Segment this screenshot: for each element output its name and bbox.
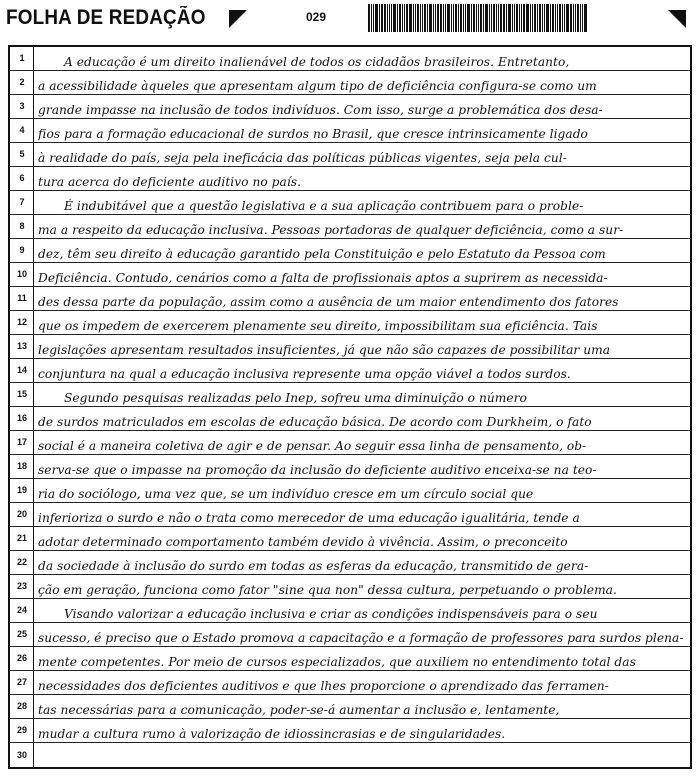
essay-line [10,167,690,191]
line-number: 25 [16,629,27,639]
barcode-bar [399,4,401,32]
line-text [38,744,686,766]
barcode-bar [523,4,525,32]
barcode-bar [406,4,408,32]
barcode-bar [566,4,569,32]
essay-line [10,623,690,647]
barcode-bar [491,4,492,32]
line-number: 20 [16,509,27,519]
barcode-bar [453,4,454,32]
line-number: 1 [19,53,25,63]
barcode-bar [435,4,436,32]
line-text: dez, têm seu direito à educação garantido pela Constituição e pelo Estatuto da Pessoa com [38,246,606,261]
essay-line [10,407,690,431]
barcode-bar [413,4,414,32]
line-text: Segundo pesquisas realizadas pelo Inep, sofreu uma diminuição o número [64,390,527,405]
line-number: 2 [19,77,25,87]
essay-line [10,119,690,143]
barcode-bar [402,4,403,32]
essay-line [10,527,690,551]
barcode-bar [555,4,556,32]
barcode-bar [580,4,581,32]
line-number: 17 [16,437,27,447]
line-number: 6 [19,173,25,183]
barcode-bar [409,4,412,32]
line-text: ção em geração, funciona como fator "sine qua non" dessa cultura, perpetuando o problema. [38,582,617,597]
barcode-bar [458,4,459,32]
line-number: 30 [16,749,27,760]
barcode-bar [381,4,383,32]
line-text: des dessa parte da população, assim como a ausência de um maior entendimento dos fatores [38,294,619,309]
essay-line [10,575,690,599]
essay-line [10,95,690,119]
barcode-bar [514,4,515,32]
line-number: 21 [16,533,27,543]
barcode-bar [389,4,390,32]
line-text: ria do sociólogo, uma vez que, se um indivíduo cresce em um círculo social que [38,486,534,501]
barcode-bar [384,4,386,32]
line-text: da sociedade à inclusão do surdo em todas as esferas da educação, transmitido de gera- [38,558,589,573]
essay-sheet [8,45,692,769]
essay-line [10,143,690,167]
essay-line [10,71,690,95]
line-text: à realidade do país, seja pela ineficácia das políticas públicas vigentes, seja pela cul- [38,150,567,165]
line-text: Visando valorizar a educação inclusiva e criar as condições indispensáveis para o seu [64,606,598,621]
line-number: 23 [16,581,27,591]
line-number: 11 [17,293,27,303]
barcode-bar [422,4,423,32]
essay-line [10,383,690,407]
barcode-bar [519,4,520,32]
barcode-bar [397,4,398,32]
line-number: 19 [16,485,27,495]
barcode-bar [427,4,428,32]
line-number: 12 [16,317,27,327]
essay-line [10,455,690,479]
barcode-bar [573,4,574,32]
barcode-bar [476,4,477,32]
line-number: 3 [19,101,25,111]
barcode-bar [429,4,432,32]
barcode-bar [480,4,482,32]
barcode-bar [440,4,442,32]
barcode-bar [455,4,457,32]
essay-line [10,191,690,215]
page-title: FOLHA DE REDAÇÃO [6,6,206,29]
essay-lines [10,47,690,767]
barcode-bar [371,4,372,32]
line-text: adotar determinado comportamento também devido à vivência. Assim, o preconceito [38,534,568,549]
essay-line [10,431,690,455]
line-number: 9 [19,245,25,255]
barcode-bar [387,4,388,32]
line-text: É indubitável que a questão legislativa e a sua aplicação contribuem para o proble- [64,198,584,213]
barcode-bar [532,4,533,32]
essay-line [10,239,690,263]
line-number: 18 [16,461,27,471]
line-text: necessidades dos deficientes auditivos e que lhes proporcione o aprendizado das ferramen- [38,678,609,693]
essay-line [10,287,690,311]
barcode-bar [559,4,561,32]
barcode-bar [537,4,538,32]
barcode-bar [498,4,499,32]
line-text: social é a maneira coletiva de agir e de pensar. Ao seguir essa linha de pensamento, ob- [38,438,587,453]
barcode-bar [575,4,576,32]
barcode-bar [437,4,439,32]
barcode-bar [447,4,450,32]
essay-line [10,47,690,71]
line-text: legislações apresentam resultados insuficientes, já que não são capazes de possibilitar uma [38,342,611,357]
line-text: tura acerca do deficiente auditivo no país. [38,174,302,189]
line-number: 29 [16,725,27,735]
line-text: mente competentes. Por meio de cursos especializados, que auxiliem no entendimento total das [38,654,636,669]
line-text: tas necessárias para a comunicação, poder-se-á aumentar a inclusão e, lentamente, [38,702,560,717]
barcode-bar [391,4,392,32]
barcode-bar [473,4,475,32]
line-number: 14 [16,365,27,375]
barcode-bar [503,4,505,32]
barcode-bar [451,4,452,32]
barcode-bar [582,4,583,32]
barcode-bar [552,4,554,32]
barcode-bar [562,4,563,32]
line-number: 27 [16,677,27,687]
essay-line [10,551,690,575]
essay-line [10,695,690,719]
alignment-mark-right [668,10,686,28]
barcode-bar [420,4,421,32]
barcode-bar [375,4,378,32]
line-text: Deficiência. Contudo, cenários como a falta de profissionais aptos a suprirem as necessida- [38,270,608,285]
sheet-code: 029 [306,10,327,24]
barcode-bar [577,4,579,32]
barcode-bar [373,4,374,32]
barcode-bar [463,4,464,32]
barcode-bar [485,4,488,32]
barcode [368,4,660,32]
line-text: que os impedem de exercerem plenamente seu direito, impossibilitam sua eficiência. Tais [38,318,598,333]
barcode-bar [516,4,518,32]
alignment-mark-left [229,10,247,28]
line-number: 24 [16,605,27,615]
barcode-bar [521,4,522,32]
barcode-bar [443,4,444,32]
line-number: 10 [16,269,27,279]
barcode-bar [550,4,551,32]
barcode-bar [445,4,446,32]
barcode-bar [526,4,529,32]
barcode-bar [508,4,511,32]
line-number: 28 [16,701,27,711]
barcode-bar [478,4,479,32]
essay-line [10,719,690,743]
barcode-bar [393,4,396,32]
barcode-bar [483,4,484,32]
line-number: 15 [16,389,27,399]
barcode-bar [544,4,545,32]
barcode-bar [564,4,565,32]
line-text: fios para a formação educacional de surdos no Brasil, que cresce intrinsicamente ligado [38,126,588,141]
barcode-bar [570,4,572,32]
essay-line [10,599,690,623]
essay-line [10,215,690,239]
barcode-bar [433,4,434,32]
line-text: conjuntura na qual a educação inclusiva represente uma opção viável a todos surdos. [38,366,571,381]
line-number: 5 [19,149,25,159]
barcode-bar [467,4,470,32]
barcode-bar [415,4,416,32]
line-text: inferioriza o surdo e não o trata como merecedor de uma educação igualitária, tende a [38,510,580,525]
barcode-bar [489,4,490,32]
line-text: a acessibilidade àqueles que apresentam algum tipo de deficiência configura-se como um [38,78,597,93]
line-number: 22 [16,557,27,567]
barcode-bar [530,4,531,32]
line-text: de surdos matriculados em escolas de educação básica. De acordo com Durkheim, o fato [38,414,592,429]
barcode-bar [417,4,419,32]
barcode-bar [539,4,541,32]
essay-line [10,479,690,503]
barcode-bar [460,4,462,32]
essay-line [10,671,690,695]
line-number: 4 [19,125,25,135]
barcode-bar [500,4,502,32]
barcode-bar [493,4,495,32]
barcode-bar [471,4,472,32]
line-number: 16 [16,413,27,423]
line-text: A educação é um direito inalienável de todos os cidadãos brasileiros. Entretanto, [64,54,570,69]
line-number: 26 [16,653,27,663]
line-text: sucesso, é preciso que o Estado promova a capacitação e a formação de professores para surdos plena- [38,630,684,645]
line-number: 7 [19,197,25,207]
essay-line [10,263,690,287]
line-text: grande impasse na inclusão de todos indivíduos. Com isso, surge a problemática dos desa- [38,102,603,117]
line-text: serva-se que o impasse na promoção da inclusão do deficiente auditivo enceixa-se na teo- [38,462,597,477]
line-number: 13 [16,341,27,351]
barcode-bar [512,4,513,32]
essay-line [10,311,690,335]
barcode-bar [546,4,549,32]
barcode-bar [506,4,507,32]
barcode-bar [424,4,426,32]
barcode-bar [368,4,370,32]
essay-line [10,335,690,359]
barcode-bar [379,4,380,32]
essay-line [10,503,690,527]
barcode-bar [404,4,405,32]
barcode-bar [557,4,558,32]
barcode-bar [542,4,543,32]
barcode-bar [584,4,587,32]
line-number: 8 [19,221,25,231]
line-text: ma a respeito da educação inclusiva. Pessoas portadoras de qualquer deficiência, como a sur- [38,222,624,237]
line-text: mudar a cultura rumo à valorização de idiossincrasias e de singularidades. [38,726,506,741]
essay-line [10,359,690,383]
essay-line [10,743,690,767]
page-header [0,0,700,44]
barcode-bar [534,4,536,32]
essay-line [10,647,690,671]
barcode-bar [465,4,466,32]
barcode-bar [496,4,497,32]
